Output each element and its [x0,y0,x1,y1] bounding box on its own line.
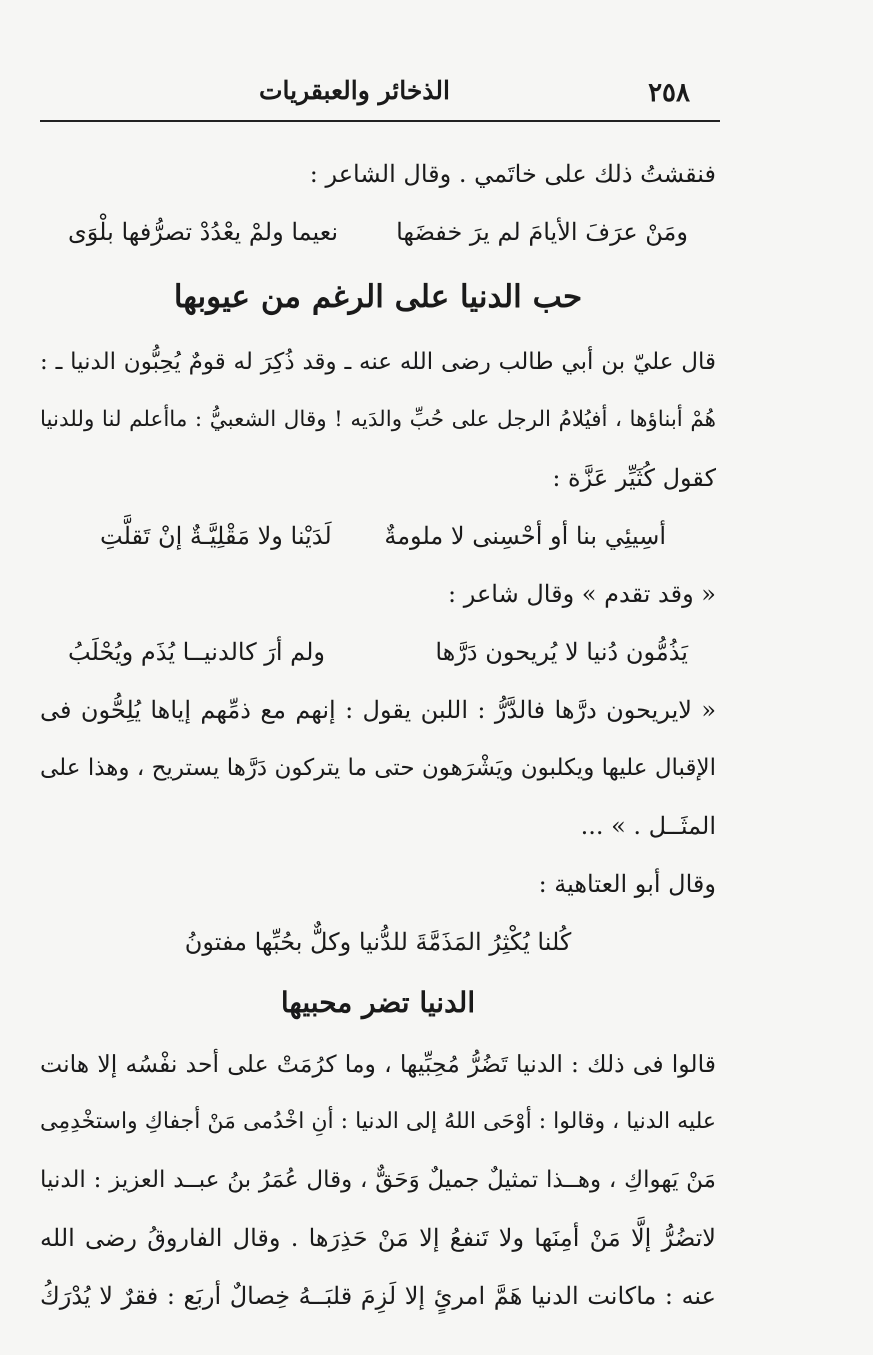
text-line: هُمْ أبناؤها ، أفيُلامُ الرجل على حُبِّ والدَيه ! وقال الشعبيُّ : ماأعلم لنا وللدنيا [40,407,716,432]
header-divider [40,120,720,122]
poem-verse [40,913,716,971]
verse-second-hemistich: ولم أرَ كالدنيــا يُذَم ويُحْلَبُ [68,638,326,666]
text-line: قال عليّ بن أبي طالب رضى الله عنه ـ وقد ذُكِرَ له قومٌ يُحِبُّون الدنيا ـ : [40,349,716,375]
text-line: قالوا فى ذلك : الدنيا تَضُرُّ مُحِبِّيها ، وما كرُمَتْ على أحد نفْسُه إلا هانت [40,1050,716,1078]
verse-first-hemistich: أسِيئِي بنا أو أحْسِنى لا ملومةٌ [384,522,666,550]
page-body [40,145,716,1325]
poem-verse [40,203,716,261]
running-title: الذخائر والعبقريات [258,76,450,105]
verse-first-hemistich: يَذُمُّون دُنيا لا يُريحون دَرَّها [435,638,688,666]
text-line: مَنْ يَهواكِ ، وهــذا تمثيلٌ جميلٌ وَحَقٌّ ، وقال عُمَرُ بنُ عبــد العزيز : الدنيا [40,1167,716,1193]
text-line: « لايريحون درَّها فالدَّرُّ : اللبن يقول : إنهم مع ذمِّهم إياها يُلِحُّون فى [40,696,716,724]
verse-second-hemistich: نعيما ولمْ يعْدُدْ تصرُّفها بلْوَى [68,218,339,246]
text-line: « وقد تقدم » وقال شاعر : [448,580,716,608]
text-line: فنقشتُ ذلك على خاتَمي . وقال الشاعر : [309,160,716,188]
page-number: ٢٥٨ [648,78,690,108]
section-heading: حب الدنيا على الرغم من عيوبها [173,279,583,315]
text-line: الإقبال عليها ويكلبون ويَشْرَهون حتى ما يتركون دَرَّها يستريح ، وهذا على [40,755,716,781]
text-line: لاتضُرُّ إلَّا مَنْ أمِنَها ولا تَنفعُ إلا مَنْ حَذِرَها . وقال الفاروقُ رضى الله [40,1224,716,1252]
poem-verse [40,507,716,565]
section-heading: الدنيا تضر محبيها [280,986,476,1019]
page-header [40,70,720,120]
verse-second-hemistich: لَدَيْنا ولا مَقْلِيَّـةٌ إنْ تَقلَّتِ [100,522,332,550]
text-line: عليه الدنيا ، وقالوا : أوْحَى اللهُ إلى الدنيا : أنِ اخْدُمى مَنْ أجفاكِ واستخْدِمِى [40,1109,716,1134]
poem-verse [40,623,716,681]
text-line: عنه : ماكانت الدنيا هَمَّ امرئٍ إلا لَزِمَ قلبَــهُ خِصالٌ أربَع : فقرٌ لا يُدْرَكُ [40,1282,716,1310]
verse-first-hemistich: ومَنْ عرَفَ الأيامَ لم يرَ خفضَها [396,218,688,246]
text-line: كقول كُثَيِّر عَزَّة : [552,464,716,492]
text-line: المثَــل . » ... [580,812,716,840]
text-line: وقال أبو العتاهية : [538,870,716,898]
verse-line: كُلنا يُكْثِرُ المَذَمَّةَ للدُّنيا وكلٌّ بحُبِّها مفتونُ [184,928,572,956]
